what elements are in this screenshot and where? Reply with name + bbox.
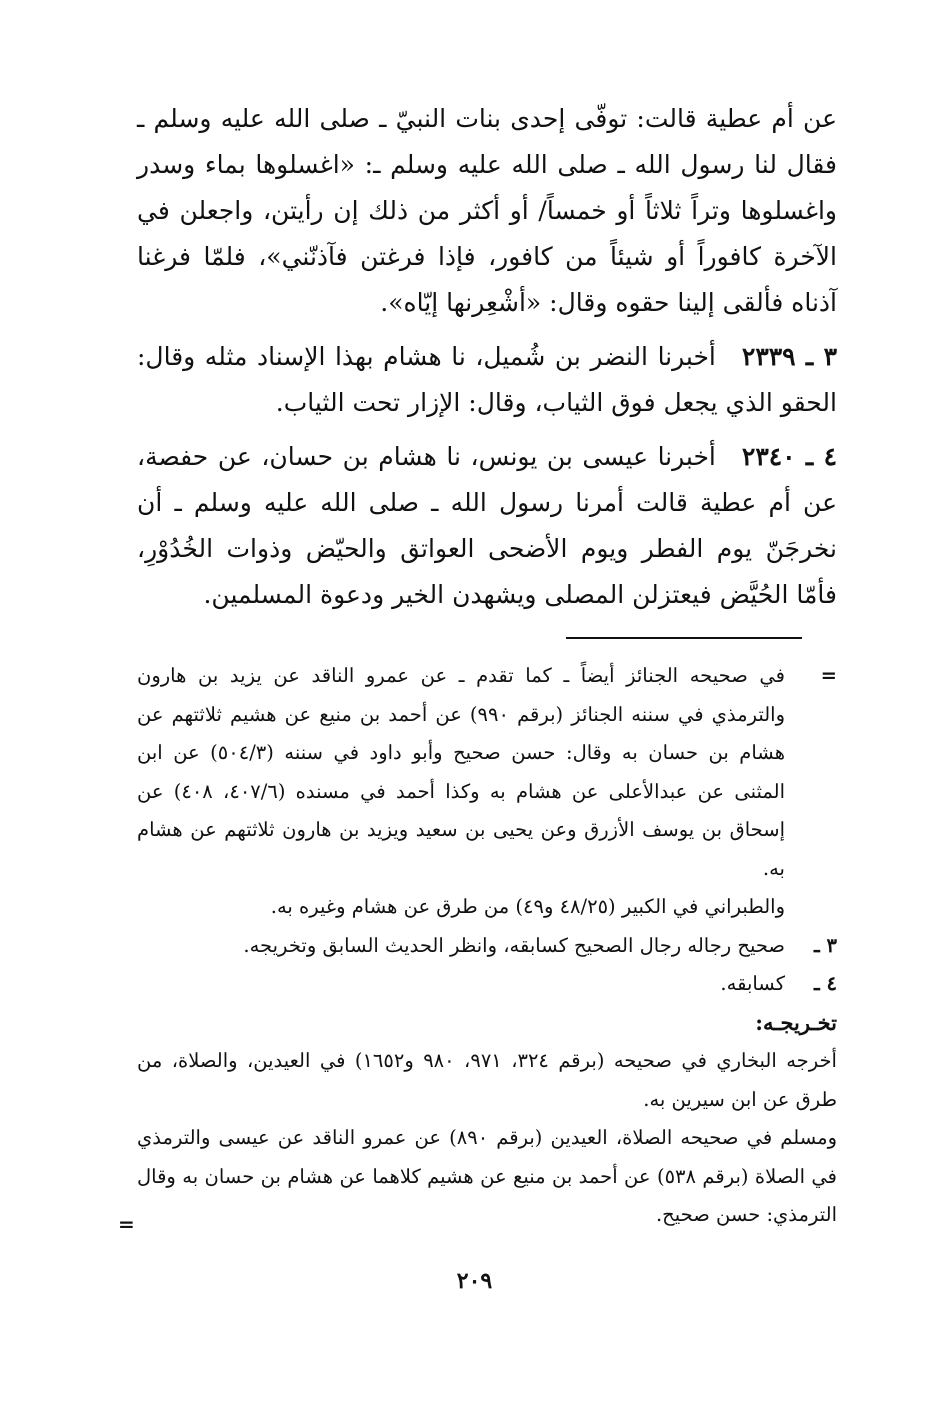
- hadith-2340: [137, 434, 837, 618]
- takhrij-bukhari: أخرجه البخاري في صحيحه (برقم ٣٢٤، ٩٧١، ٩٨٠ و١٦٥٢) في العيدين، والصلاة، من طرق عن ابن سيرين به.: [137, 1049, 837, 1111]
- page-number: ٢٠٩: [456, 1268, 493, 1294]
- footnote-text: في صحيحه الجنائز أيضاً ـ كما تقدم ـ عن عمرو الناقد عن يزيد بن هارون والترمذي في سننه الجنائز (برقم ٩٩٠) عن أحمد بن منيع عن هشيم ثلاثتهم عن هشام بن حسان به وقال: حسن صحيح وأبو داود في سننه (٥٠٤/٣) عن ابن المثنى عن عبدالأعلى عن هشام به وكذا أحمد في مسنده (٤٠٧/٦، ٤٠٨) عن إسحاق بن يوسف الأزرق وعن يحيى بن سعيد ويزيد بن هارون ثلاثتهم عن هشام به.: [137, 664, 786, 880]
- hadith-2339: [137, 334, 837, 426]
- footnote-text: كسابقه.: [720, 972, 785, 995]
- footnote-separator: [566, 637, 802, 639]
- hadith-text: أخبرنا عيسى بن يونس، نا هشام بن حسان، عن حفصة، عن أم عطية قالت أمرنا رسول الله ـ صلى الله عليه وسلم ـ أن نخرجَنّ يوم الفطر ويوم الأضحى العواتق والحيّض وذوات الخُدُوْرِ، فأمّا الحُيَّض فيعتزلن المصلى ويشهدن الخير ودعوة المسلمين.: [137, 442, 837, 609]
- takhrij-muslim: ومسلم في صحيحه الصلاة، العيدين (برقم ٨٩٠) عن عمرو الناقد عن عيسى والترمذي في الصلاة (برقم ٥٣٨) عن أحمد بن منيع عن هشيم كلاهما عن هشام بن حسان به وقال الترمذي: حسن صحيح.: [137, 1126, 837, 1226]
- hadith-number: ٤ ـ ٢٣٤٠: [741, 442, 838, 471]
- hadith-number: ٣ ـ ٢٣٣٩: [741, 342, 838, 371]
- continuation-marker-end: =: [118, 1212, 135, 1236]
- footnote-text: صحيح رجاله رجال الصحيح كسابقه، وانظر الحديث السابق وتخريجه.: [243, 933, 785, 957]
- footnote-3: [137, 927, 837, 966]
- takhrij-heading: تخـريجـه:: [755, 1009, 837, 1035]
- footnote-4: [137, 965, 837, 1004]
- hadith-intro-paragraph: عن أم عطية قالت: توفّى إحدى بنات النبيّ ـ صلى الله عليه وسلم ـ فقال لنا رسول الله ـ صلى الله عليه وسلم ـ: «اغسلوها بماء وسدر واغسلوها وتراً ثلاثاً أو خمساً/ أو أكثر من ذلك إن رأيتن، واجعلن في الآخرة كافوراً أو شيئاً من كافور، فإذا فرغتن فآذنّني»، فلمّا فرغنا آذناه فألقى إلينا حقوه وقال: «أشْعِرنها إيّاه».: [137, 104, 837, 317]
- footnote-tabarani: والطبراني في الكبير (٤٨/٢٥ و٤٩) من طرق عن هشام وغيره به.: [270, 895, 785, 918]
- footnotes: [137, 657, 837, 1235]
- continuation-marker: =: [820, 664, 837, 687]
- footnote-continuation: [137, 657, 837, 888]
- hadith-text: أخبرنا النضر بن شُميل، نا هشام بهذا الإسناد مثله وقال: الحقو الذي يجعل فوق الثياب، وقال: الإزار تحت الثياب.: [137, 342, 837, 417]
- main-text: [137, 96, 837, 618]
- footnote-marker: ٤ ـ: [814, 972, 837, 995]
- footnote-marker: ٣ ـ: [814, 933, 837, 957]
